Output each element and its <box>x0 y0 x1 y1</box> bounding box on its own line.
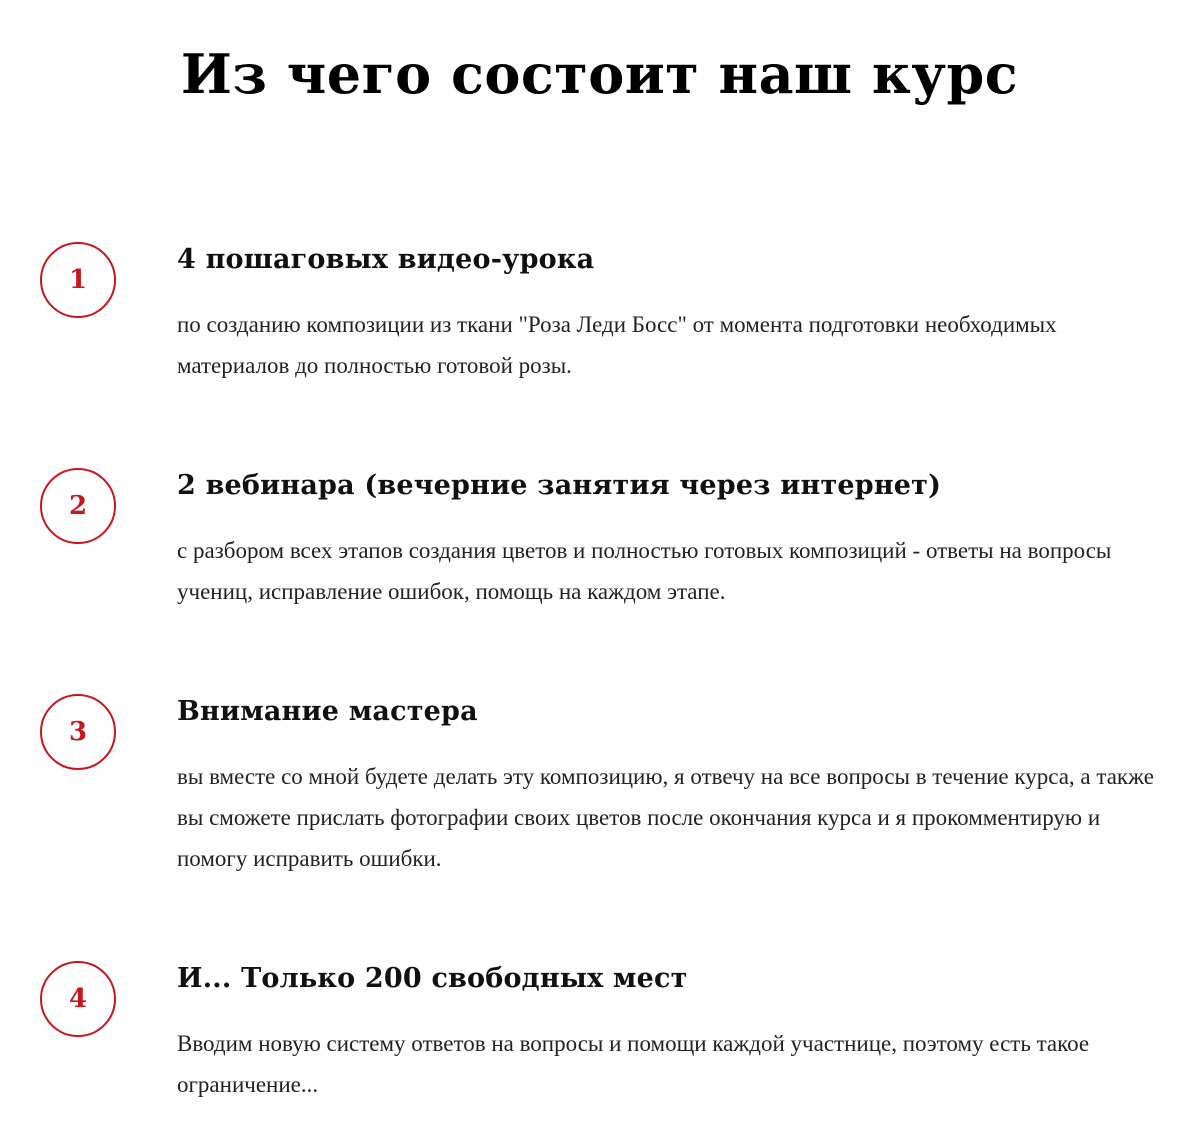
item-title: Внимание мастера <box>177 696 478 727</box>
item-title: И... Только 200 свободных мест <box>177 963 688 994</box>
number-badge <box>40 694 116 770</box>
number-badge <box>40 242 116 318</box>
item-title: 4 пошаговых видео-урока <box>177 244 595 275</box>
item-description: с разбором всех этапов создания цветов и полностью готовых композиций - ответы на вопросы учениц, исправление ошибок, помощь на каждом этапе. <box>177 538 1112 604</box>
page-title: Из чего состоит наш курс <box>180 42 1019 106</box>
badge-number: 4 <box>68 984 88 1014</box>
item-description: Вводим новую систему ответов на вопросы и помощи каждой участнице, поэтому есть такое ограничение... <box>177 1031 1090 1097</box>
item-title: 2 вебинара (вечерние занятия через интернет) <box>177 470 942 501</box>
badge-number: 2 <box>68 491 88 521</box>
badge-number: 3 <box>68 717 88 747</box>
number-badge <box>40 961 116 1037</box>
item-description: вы вместе со мной будете делать эту композицию, я отвечу на все вопросы в течение курса, а также вы сможете прислать фотографии своих цветов после окончания курса и я прокомментирую и помогу исправить ошибки. <box>177 764 1154 871</box>
item-description: по созданию композиции из ткани "Роза Леди Босс" от момента подготовки необходимых материалов до полностью готовой розы. <box>177 312 1057 378</box>
badge-number: 1 <box>68 265 88 295</box>
number-badge <box>40 468 116 544</box>
